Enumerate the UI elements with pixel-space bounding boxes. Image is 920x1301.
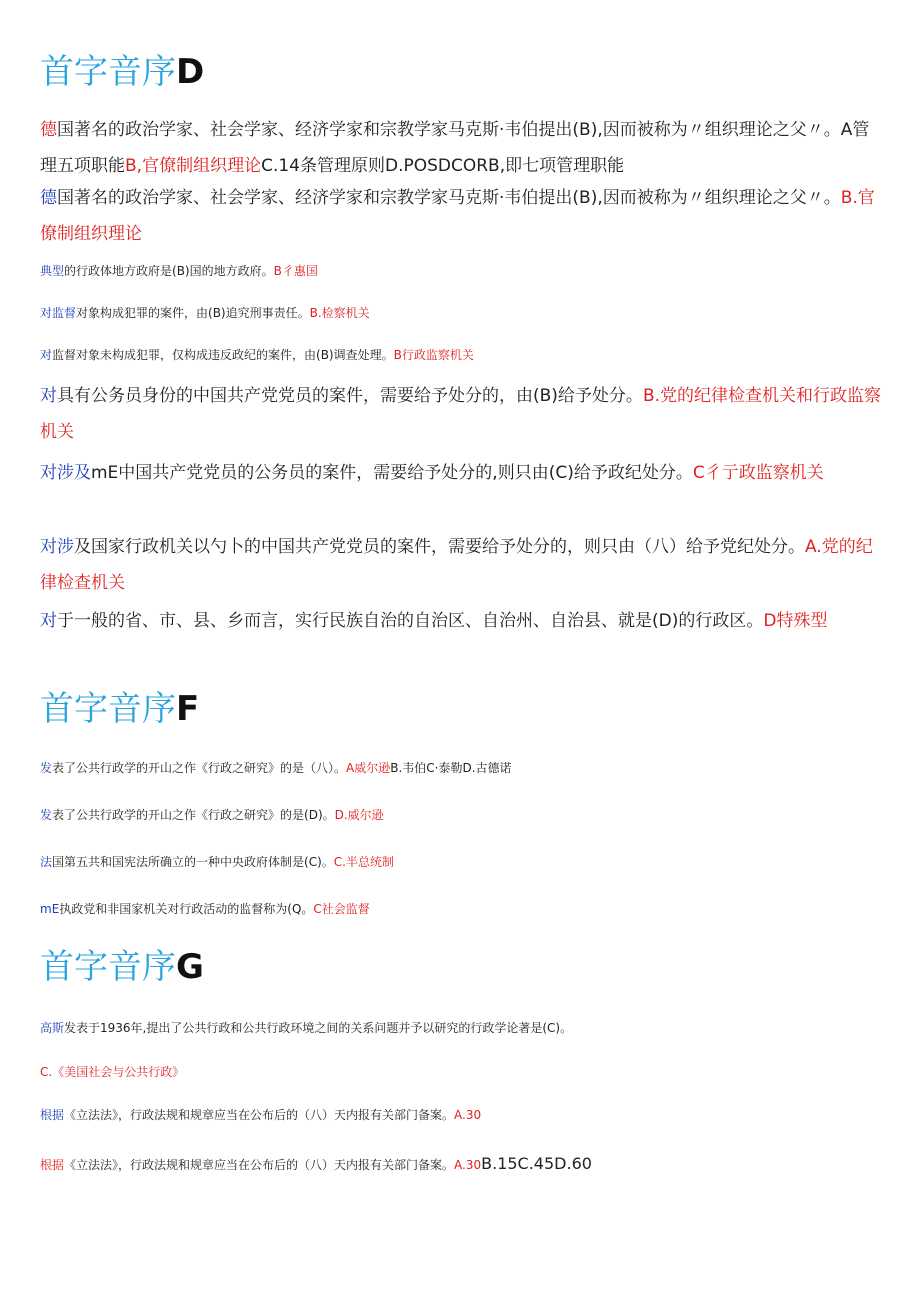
entry: 高斯发表于1936年,提出了公共行政和公共行政环境之间的关系问题并予以研究的行政学论著是(C)。 bbox=[40, 1021, 573, 1035]
entry: 发表了公共行政学的开山之作《行政之研究》的是(D)。D.威尔逊 bbox=[40, 808, 384, 822]
entry: 典型的行政体地方政府是(B)国的地方政府。B彳惠国 bbox=[40, 264, 318, 278]
entry: 德国著名的政治学家、社会学家、经济学家和宗教学家马克斯·韦伯提出(B),因而被称为〃组织理论之父〃。B.官僚制组织理论 bbox=[40, 188, 875, 244]
section-heading-f: 首字音序F bbox=[40, 689, 200, 729]
entry: mE执政党和非国家机关对行政活动的监督称为(Q。C社会监督 bbox=[40, 902, 370, 916]
section-heading-g: 首字音序G bbox=[40, 947, 204, 987]
entry: 德国著名的政治学家、社会学家、经济学家和宗教学家马克斯·韦伯提出(B),因而被称为〃组织理论之父〃。A管理五项职能B,官僚制组织理论C.14条管理原则D.POSDCORB,即七项管理职能 bbox=[40, 120, 870, 176]
entry: 根据《立法法》，行政法规和规章应当在公布后的（八）天内报有关部门备案。A.30 bbox=[40, 1108, 482, 1122]
entry: 对监督对象未构成犯罪，仅构成违反政纪的案件，由(B)调查处理。B行政监察机关 bbox=[40, 348, 474, 362]
entry: C.《美国社会与公共行政》 bbox=[40, 1065, 185, 1079]
section-heading-d: 首字音序D bbox=[40, 52, 205, 92]
entry: 法国第五共和国宪法所确立的一种中央政府体制是(C)。C.半总统制 bbox=[40, 855, 394, 869]
entry: 对涉及国家行政机关以勺卜的中国共产党党员的案件，需要给予处分的，则只由（八）给予党纪处分。A.党的纪律检查机关 bbox=[40, 537, 873, 593]
entry: 对于一般的省、市、县、乡而言，实行民族自治的自治区、自治州、自治县、就是(D)的行政区。D特殊型 bbox=[40, 611, 828, 631]
entry: 对监督对象构成犯罪的案件，由(B)追究刑事责任。B.检察机关 bbox=[40, 306, 370, 320]
entry: 根据《立法法》，行政法规和规章应当在公布后的（八）天内报有关部门备案。A.30B.15C.45D.60 bbox=[40, 1154, 592, 1173]
entry: 对涉及mE中国共产党党员的公务员的案件，需要给予处分的,则只由(C)给予政纪处分。C彳亍政监察机关 bbox=[40, 463, 824, 483]
entry: 对具有公务员身份的中国共产党党员的案件，需要给予处分的，由(B)给予处分。B.党的纪律检查机关和行政监察机关 bbox=[40, 386, 882, 442]
entry: 发表了公共行政学的开山之作《行政之研究》的是（八）。A威尔逊B.韦伯C·泰勒D.古德诺 bbox=[40, 761, 512, 775]
